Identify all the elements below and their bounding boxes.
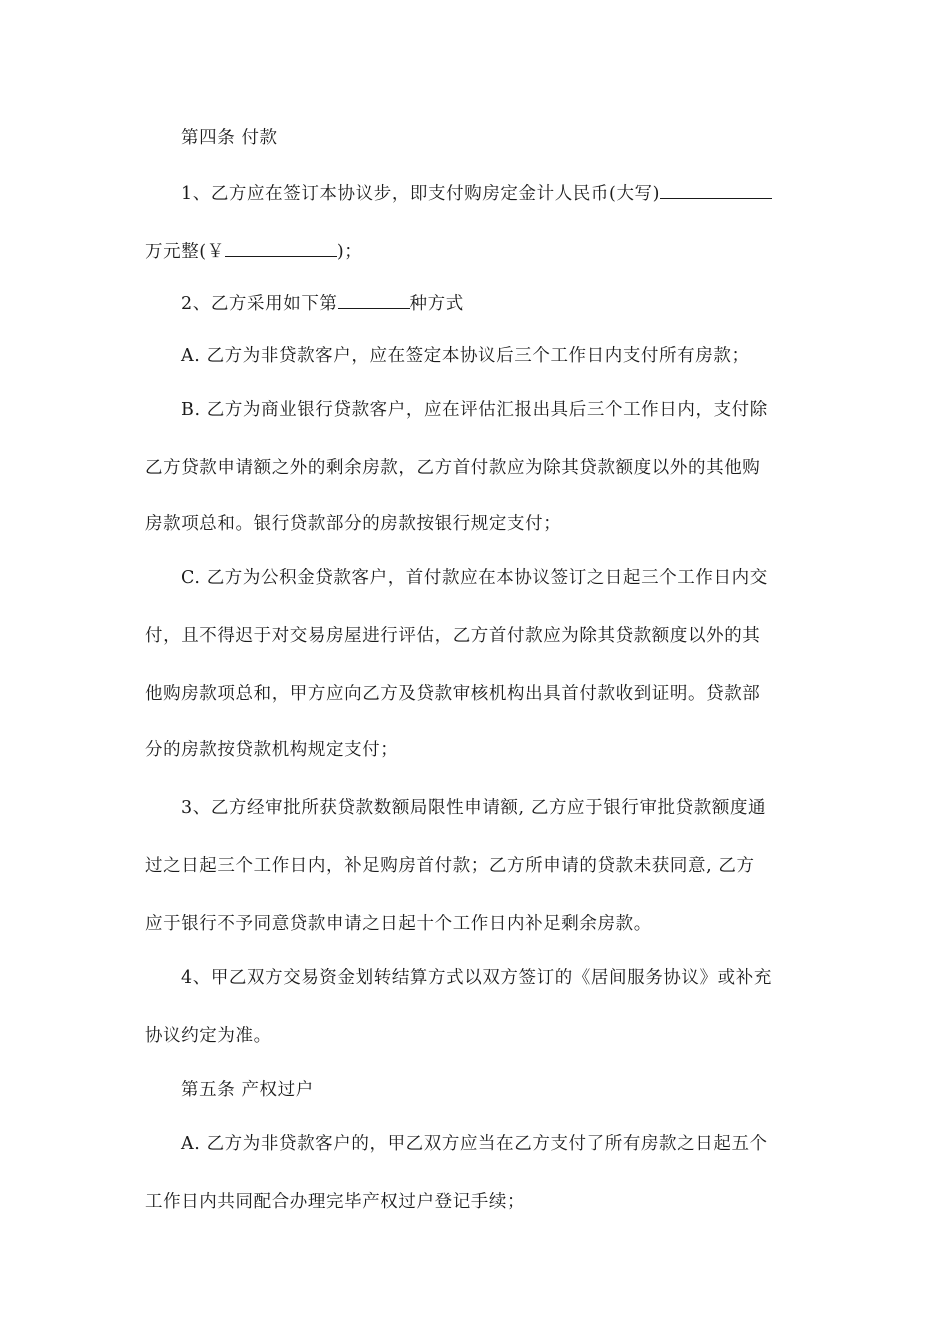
option-b-line-2 (145, 456, 810, 480)
article-5-heading (181, 1078, 846, 1102)
clause-2-line (181, 290, 846, 316)
clause-1-line-2-text: 万元整(￥ (145, 242, 225, 262)
article-5-option-a-line-1 (181, 1132, 846, 1156)
amount-in-figures-blank (225, 238, 337, 257)
amount-in-words-blank (660, 180, 772, 199)
option-a-text: A. 乙方为非贷款客户，应在签定本协议后三个工作日内支付所有房款； (181, 346, 750, 366)
clause-3-line-3-text: 应于银行不予同意贷款申请之日起十个工作日内补足剩余房款。 (145, 914, 652, 934)
option-c-line-3-text: 他购房款项总和，甲方应向乙方及贷款审核机构出具首付款收到证明。贷款部 (145, 684, 761, 704)
option-c-line-4 (145, 738, 810, 762)
clause-2-text-start: 2、乙方采用如下第 (181, 294, 338, 314)
option-c-line-4-text: 分的房款按贷款机构规定支付； (145, 740, 399, 760)
article-5-option-a-line-1-text: A. 乙方为非贷款客户的，甲乙双方应当在乙方支付了所有房款之日起五个 (181, 1134, 768, 1154)
clause-3-line-1-text: 3、乙方经审批所获贷款数额局限性申请额, 乙方应于银行审批贷款额度通 (181, 798, 767, 818)
option-b-line-1 (181, 398, 846, 422)
clause-1-line-1 (181, 180, 846, 206)
clause-1-line-2-end: )； (336, 242, 363, 262)
clause-3-line-3 (145, 912, 810, 936)
option-b-line-3-text: 房款项总和。银行贷款部分的房款按银行规定支付； (145, 514, 562, 534)
clause-3-line-2-text: 过之日起三个工作日内，补足购房首付款；乙方所申请的贷款未获同意, 乙方 (145, 856, 755, 876)
article-4-heading-text: 第四条 付款 (181, 128, 278, 148)
option-a-line (181, 344, 846, 368)
article-5-heading-text: 第五条 产权过户 (181, 1080, 314, 1100)
clause-3-line-1 (181, 796, 846, 820)
option-b-line-1-text: B. 乙方为商业银行贷款客户，应在评估汇报出具后三个工作日内，支付除 (181, 400, 768, 420)
clause-3-line-2 (145, 854, 810, 878)
article-4-heading (181, 126, 846, 150)
clause-4-line-2-text: 协议约定为准。 (145, 1026, 272, 1046)
option-c-line-3 (145, 682, 810, 706)
clause-4-line-1-text: 4、甲乙双方交易资金划转结算方式以双方签订的《居间服务协议》或补充 (181, 968, 772, 988)
option-c-line-2 (145, 624, 810, 648)
option-c-line-1-text: C. 乙方为公积金贷款客户，首付款应在本协议签订之日起三个工作日内交 (181, 568, 768, 588)
clause-2-text-end: 种方式 (409, 294, 464, 314)
payment-method-blank (338, 290, 410, 309)
option-c-line-1 (181, 566, 846, 590)
option-c-line-2-text: 付，且不得迟于对交易房屋进行评估，乙方首付款应为除其贷款额度以外的其 (145, 626, 761, 646)
clause-1-line-1-text: 1、乙方应在签订本协议步，即支付购房定金计人民币(大写) (181, 184, 661, 204)
article-5-option-a-line-2-text: 工作日内共同配合办理完毕产权过户登记手续； (145, 1192, 526, 1212)
clause-4-line-1 (181, 966, 846, 990)
option-b-line-2-text: 乙方贷款申请额之外的剩余房款，乙方首付款应为除其贷款额度以外的其他购 (145, 458, 761, 478)
clause-4-line-2 (145, 1024, 810, 1048)
clause-1-line-2 (145, 238, 810, 264)
article-5-option-a-line-2 (145, 1190, 810, 1214)
option-b-line-3 (145, 512, 810, 536)
